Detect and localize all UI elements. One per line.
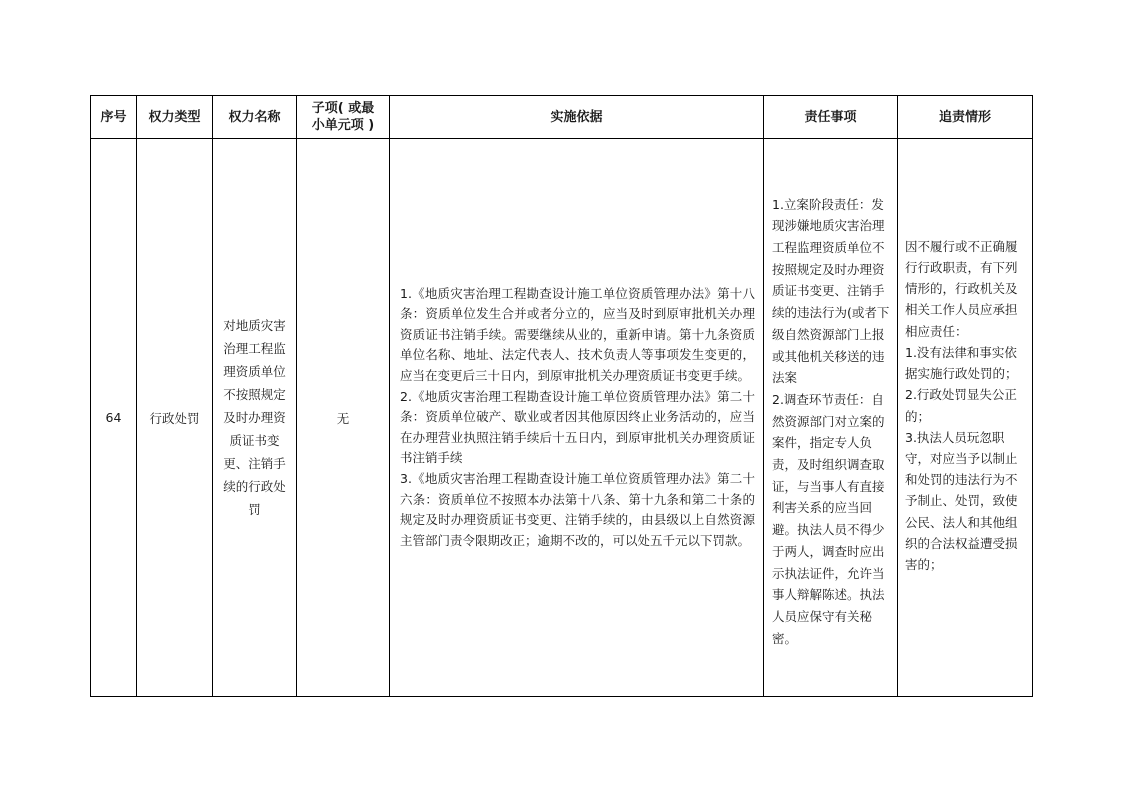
header-power-name: 权力名称 [213, 96, 297, 139]
accountability-item-1: 1.没有法律和事实依据实施行政处罚的； [905, 344, 1018, 382]
power-list-table [90, 95, 1033, 697]
basis-item-3: 3.《地质灾害治理工程勘查设计施工单位资质管理办法》第二十六条：资质单位不按照本办法第十八条、第十九条和第二十条的规定及时办理资质证书变更、注销手续的，由县级以上自然资源主管部门责令限期改正；逾期不改的，可以处五千元以下罚款。 [400, 470, 755, 548]
basis-item-2: 2.《地质灾害治理工程勘查设计施工单位资质管理办法》第二十条：资质单位破产、歇业或者因其他原因终止业务活动的，应当在办理营业执照注销手续后十五日内，到原审批机关办理资质证书注销手续 [400, 388, 755, 466]
row-responsibilities [764, 139, 898, 697]
header-basis: 实施依据 [390, 96, 764, 139]
accountability-item-3: 3.执法人员玩忽职守，对应当予以制止和处罚的违法行为不予制止、处罚，致使公民、法人和其他组织的合法权益遭受损害的； [905, 429, 1018, 572]
header-accountability: 追责情形 [898, 96, 1033, 139]
row-accountability [898, 139, 1033, 697]
accountability-intro: 因不履行或不正确履行行政职责，有下列情形的，行政机关及相关工作人员应承担相应责任： [905, 238, 1018, 339]
header-subitem: 子项( 或最小单元项 ) [297, 96, 390, 139]
accountability-item-2: 2.行政处罚显失公正的； [905, 387, 1017, 424]
row-basis [390, 139, 764, 697]
header-power-type: 权力类型 [137, 96, 213, 139]
header-responsibilities: 责任事项 [764, 96, 898, 139]
row-index: 64 [91, 139, 137, 697]
row-power-name: 对地质灾害治理工程监理资质单位不按照规定及时办理资质证书变更、注销手续的行政处罚 [213, 139, 297, 697]
row-subitem: 无 [297, 139, 390, 697]
responsibility-item-1: 1.立案阶段责任：发现涉嫌地质灾害治理工程监理资质单位不按照规定及时办理资质证书变更、注销手续的违法行为(或者下级自然资源部门上报或其他机关移送的违法案 [772, 196, 890, 386]
header-row [91, 96, 1033, 139]
responsibility-item-2: 2.调查环节责任：自然资源部门对立案的案件，指定专人负责，及时组织调查取证，与当事人有直接利害关系的应当回避。执法人员不得少于两人，调查时应出示执法证件，允许当事人辩解陈述。执法人员应保守有关秘密。 [772, 391, 885, 646]
row-power-type: 行政处罚 [137, 139, 213, 697]
table-row [91, 139, 1033, 697]
basis-item-1: 1.《地质灾害治理工程勘查设计施工单位资质管理办法》第十八条：资质单位发生合并或者分立的，应当及时到原审批机关办理资质证书注销手续。需要继续从业的，重新申请。第十九条资质单位名称、地址、法定代表人、技术负责人等事项发生变更的，应当在变更后三十日内，到原审批机关办理资质证书变更手续。 [400, 285, 755, 384]
header-index: 序号 [91, 96, 137, 139]
